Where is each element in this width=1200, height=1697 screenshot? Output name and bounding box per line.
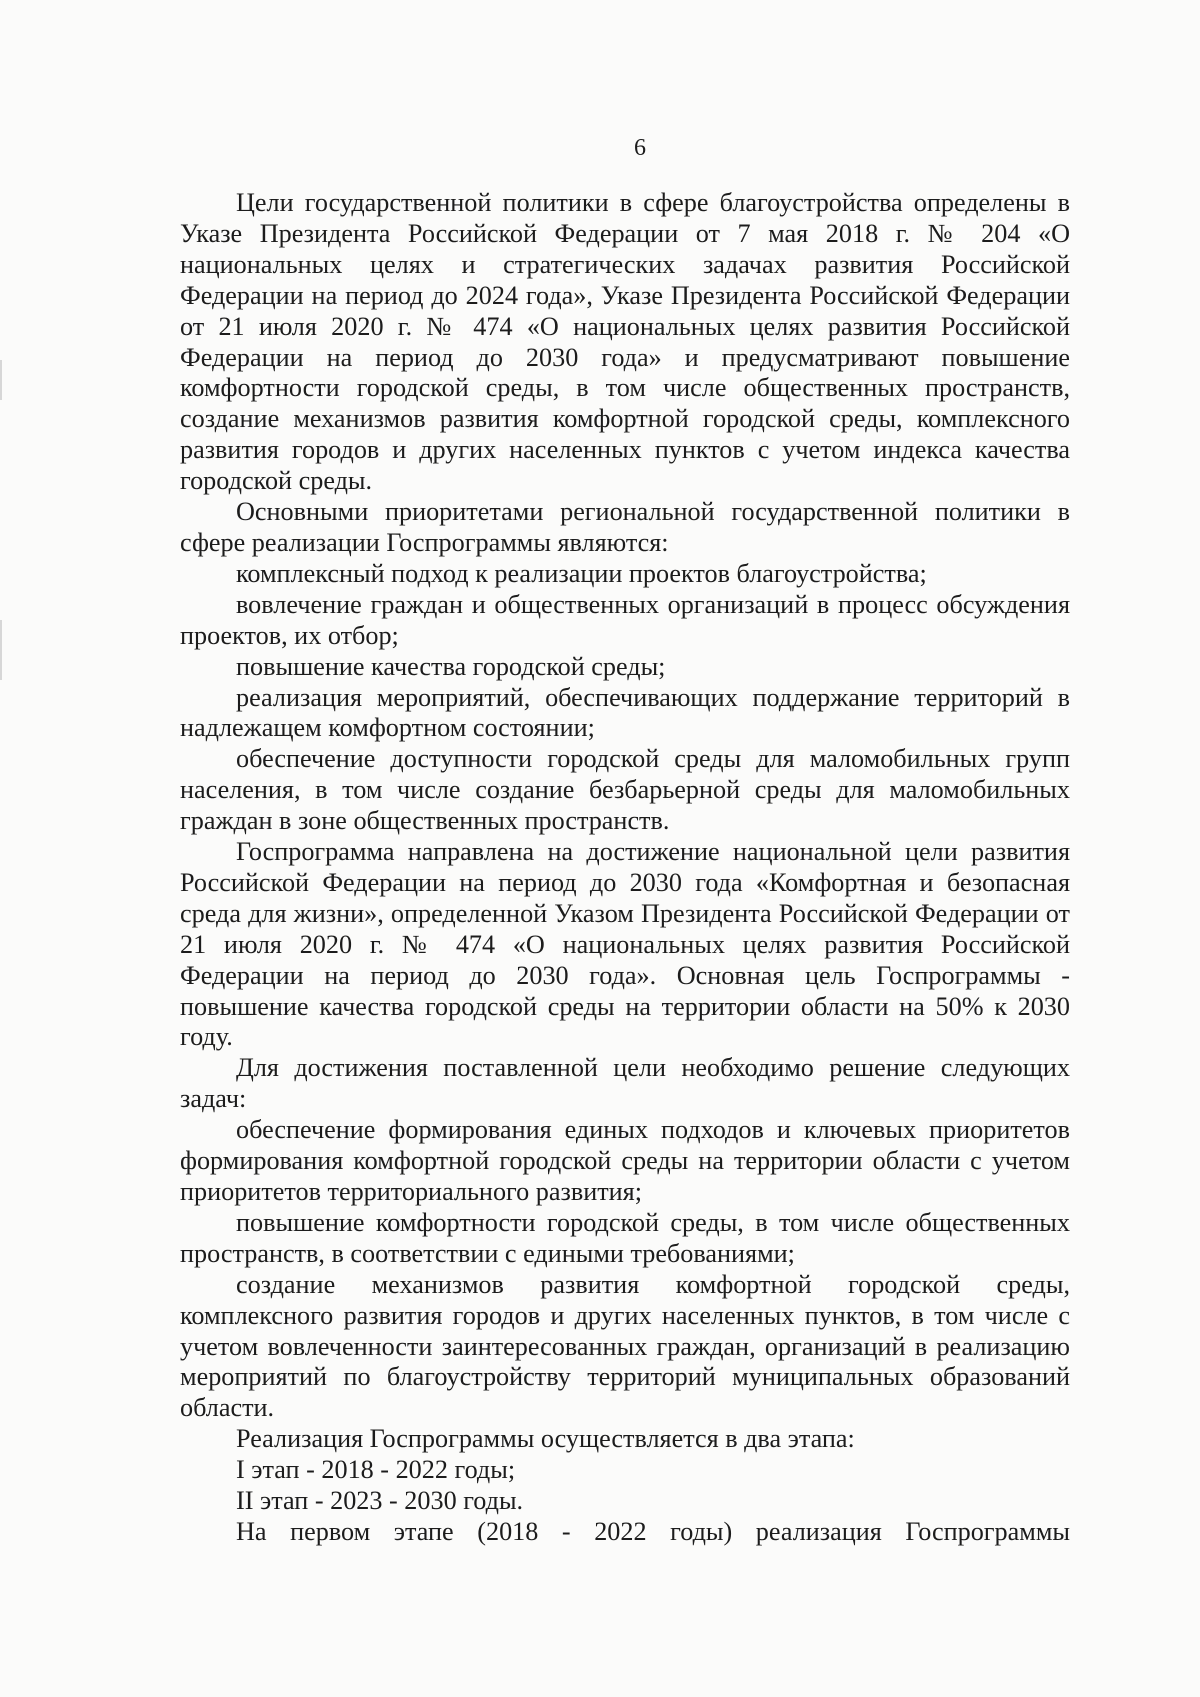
scan-artifact: [0, 620, 2, 680]
paragraph: Основными приоритетами региональной государственной политики в сфере реализации Госпрограммы являются:: [180, 497, 1070, 557]
paragraph: комплексный подход к реализации проектов благоустройства;: [236, 558, 927, 588]
paragraph: Для достижения поставленной цели необходимо решение следующих задач:: [180, 1053, 1070, 1114]
paragraph: вовлечение граждан и общественных организаций в процесс обсуждения проектов, их отбор;: [180, 589, 1070, 650]
paragraph: обеспечение доступности городской среды для маломобильных групп населения, в том числе создание безбарьерной среды для маломобильных граждан в зоне общественных пространств.: [180, 744, 1070, 836]
document-body: [180, 188, 1070, 1548]
paragraph: Цели государственной политики в сфере благоустройства определены в Указе Президента Российской Федерации от 7 мая 2018 г. № 204 «О национальных целях и стратегических задачах развития Российской Федерации на период до 2024 года», Указе Президента Российской Федерации от 21 июля 2020 г. № 474 «О национальных целях развития Российской Федерации на период до 2030 года» и предусматривают повышение комфортности городской среды, в том числе общественных пространств, создание механизмов развития комфортной городской среды, комплексного развития городов и других населенных пунктов с учетом индекса качества городской среды.: [180, 188, 1070, 496]
scan-artifact: [0, 360, 2, 400]
paragraph: повышение комфортности городской среды, в том числе общественных пространств, в соответствии с едиными требованиями;: [180, 1207, 1070, 1268]
paragraph: I этап - 2018 - 2022 годы;: [236, 1455, 516, 1485]
paragraph: II этап - 2023 - 2030 годы.: [236, 1486, 524, 1516]
paragraph: Госпрограмма направлена на достижение национальной цели развития Российской Федерации на период до 2030 года «Комфортная и безопасная среда для жизни», определенной Указом Президента Российской Федерации от 21 июля 2020 г. № 474 «О национальных целях развития Российской Федерации на период до 2030 года». Основная цель Госпрограммы - повышение качества городской среды на территории области на 50% к 2030 году.: [180, 837, 1070, 1052]
paragraph: Реализация Госпрограммы осуществляется в два этапа:: [236, 1424, 855, 1454]
paragraph: повышение качества городской среды;: [236, 651, 666, 681]
paragraph: обеспечение формирования единых подходов и ключевых приоритетов формирования комфортной городской среды на территории области с учетом приоритетов территориального развития;: [180, 1115, 1070, 1206]
paragraph: реализация мероприятий, обеспечивающих поддержание территорий в надлежащем комфортном состоянии;: [180, 682, 1070, 743]
page-number: 6: [634, 135, 646, 161]
paragraph: На первом этапе (2018 - 2022 годы) реализация Госпрограммы: [236, 1516, 1070, 1546]
paragraph: создание механизмов развития комфортной городской среды, комплексного развития городов и других населенных пунктов, в том числе с учетом вовлеченности заинтересованных граждан, организаций в реализацию мероприятий по благоустройству территорий муниципальных образований области.: [180, 1269, 1070, 1423]
